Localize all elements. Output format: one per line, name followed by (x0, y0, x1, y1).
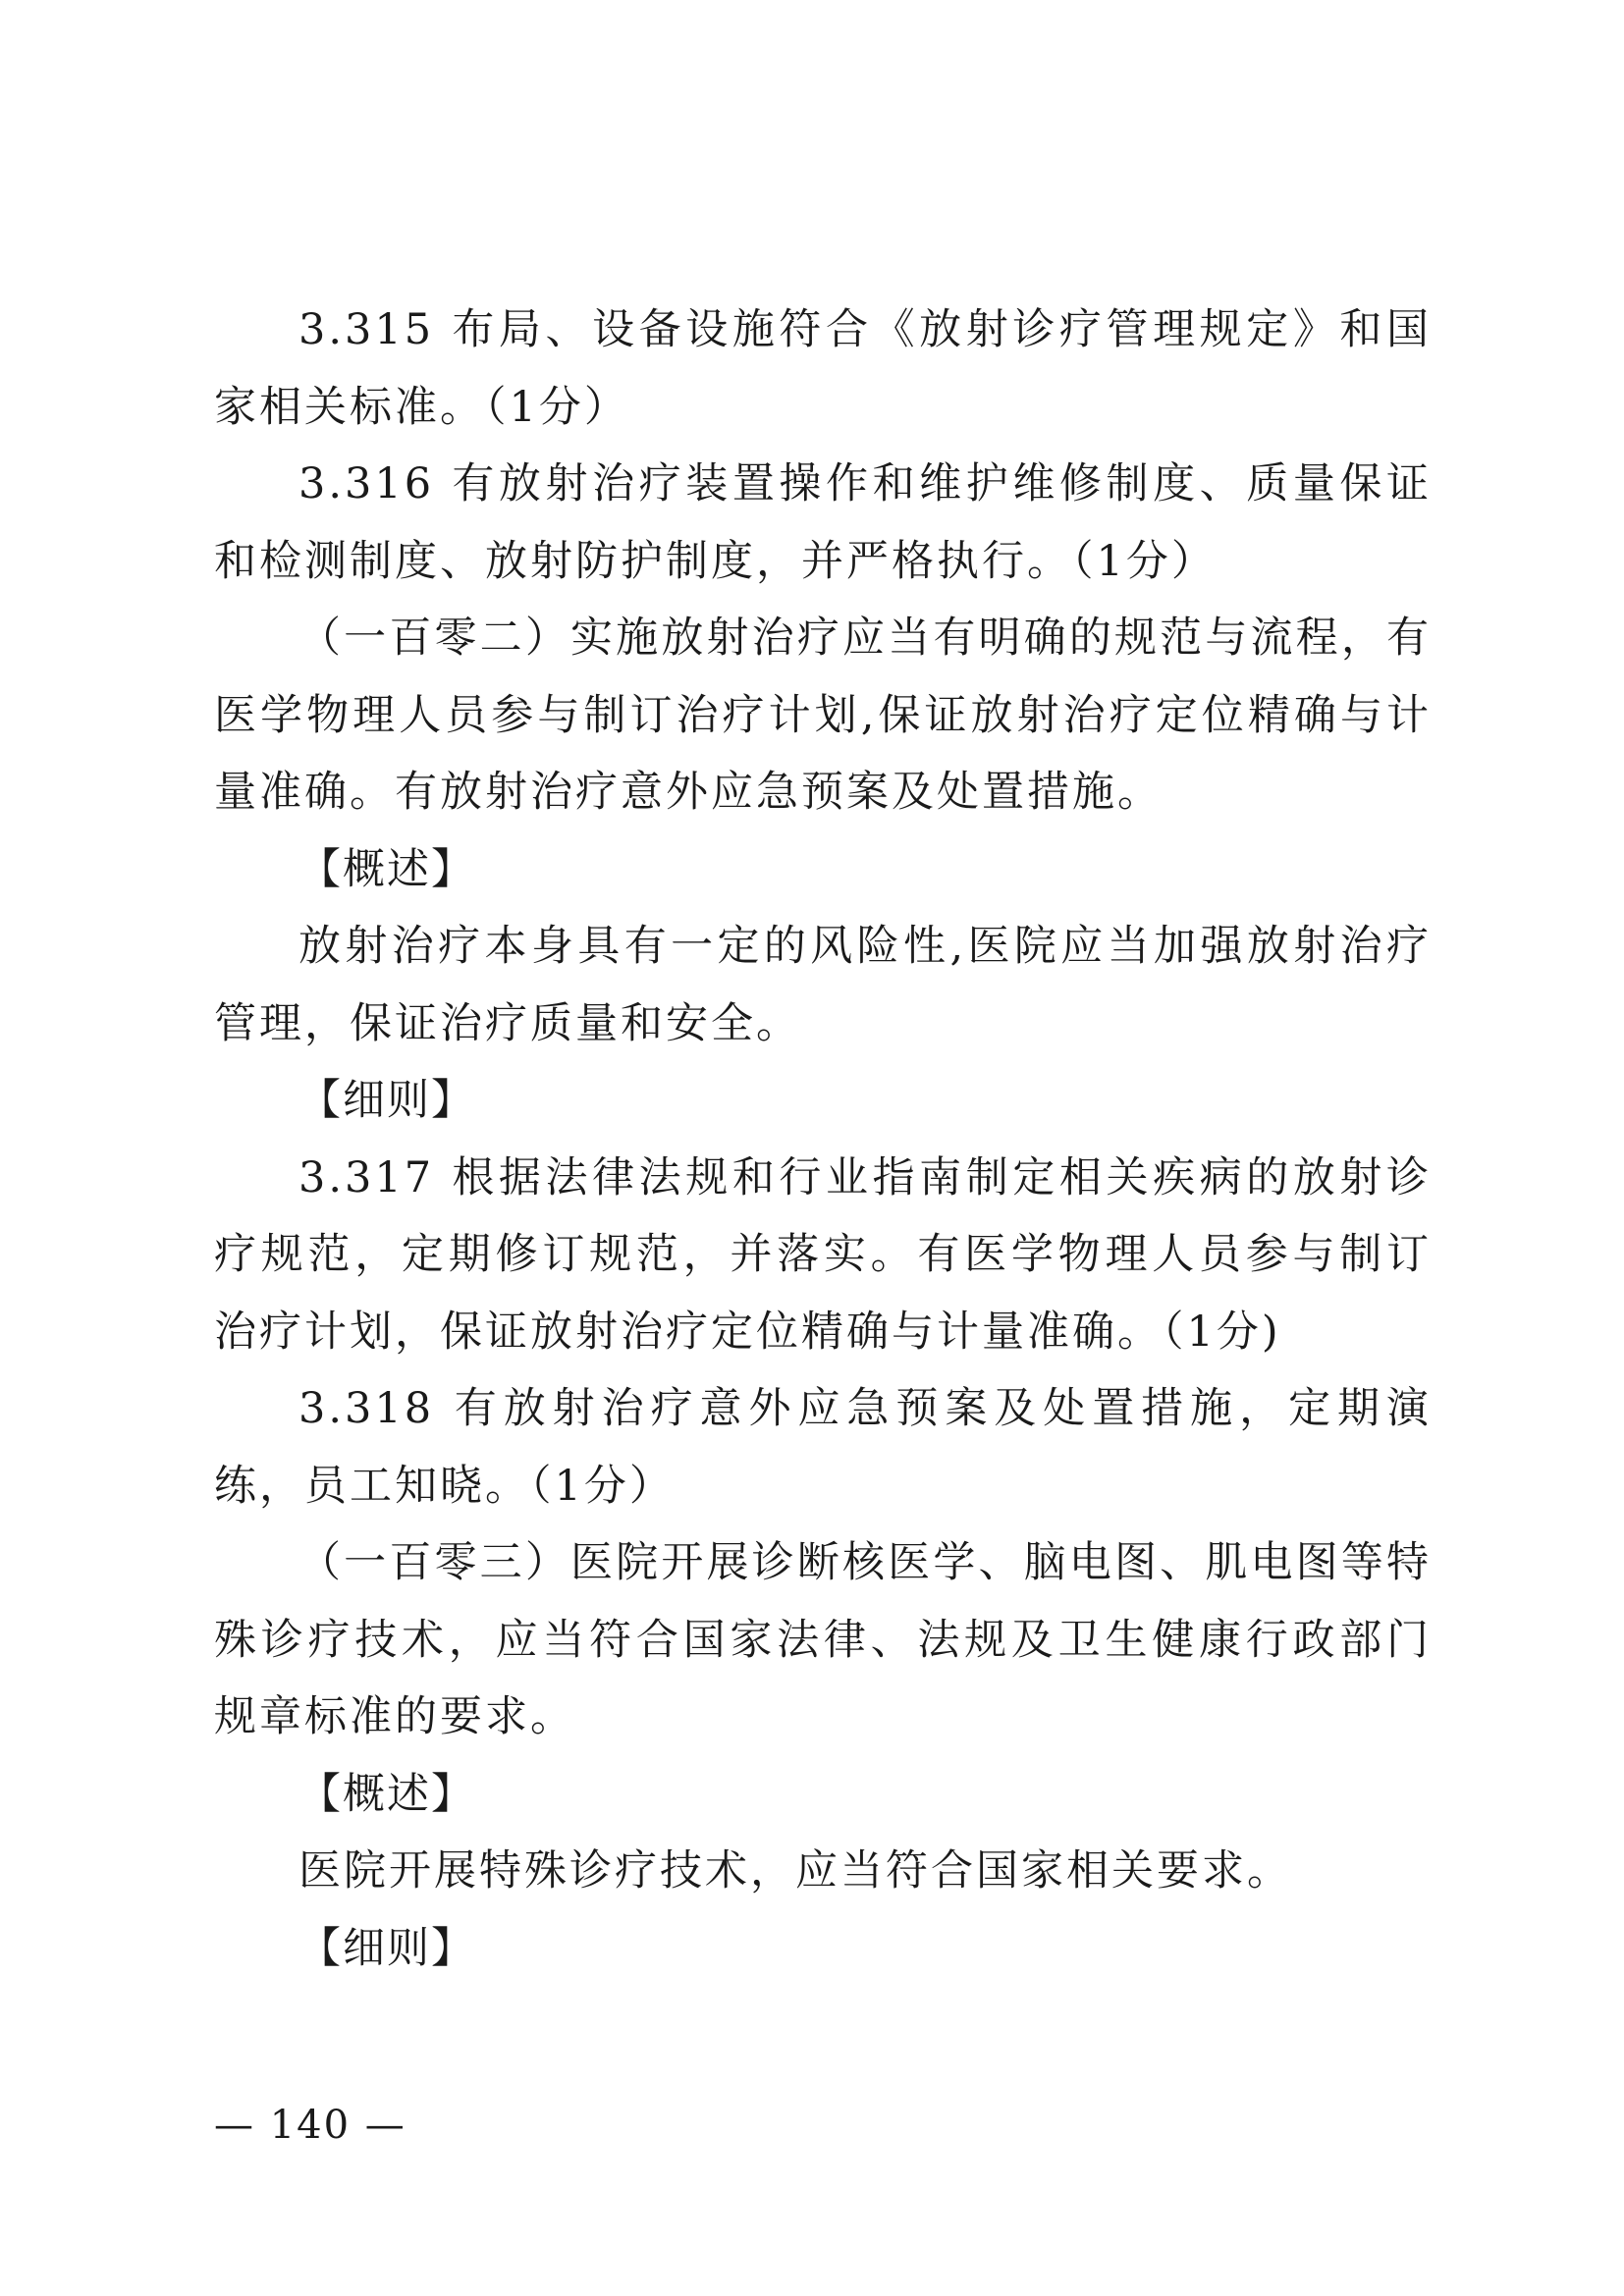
page-body (214, 292, 1432, 1987)
overview-heading: 【概述】 (298, 844, 475, 894)
clause-3-316: 3.316 有放射治疗装置操作和维护维修制度、质量保证和检测制度、放射防护制度，并严格执行。（1分） (214, 459, 1432, 586)
page-number: — 140 — (214, 2103, 406, 2148)
section-103: （一百零三）医院开展诊断核医学、脑电图、肌电图等特殊诊疗技术，应当符合国家法律、法规及卫生健康行政部门规章标准的要求。 (214, 1538, 1432, 1741)
section-102: （一百零二）实施放射治疗应当有明确的规范与流程，有医学物理人员参与制订治疗计划,保证放射治疗定位精确与计量准确。有放射治疗意外应急预案及处置措施。 (214, 614, 1432, 817)
details-heading-2: 【细则】 (298, 1923, 475, 1973)
clause-3-318: 3.318 有放射治疗意外应急预案及处置措施，定期演练，员工知晓。（1分） (214, 1384, 1432, 1511)
overview-text: 放射治疗本身具有一定的风险性,医院应当加强放射治疗管理，保证治疗质量和安全。 (214, 922, 1432, 1048)
clause-3-317: 3.317 根据法律法规和行业指南制定相关疾病的放射诊疗规范，定期修订规范，并落实。有医学物理人员参与制订治疗计划，保证放射治疗定位精确与计量准确。（1分) (214, 1152, 1432, 1357)
details-heading: 【细则】 (298, 1076, 475, 1125)
clause-3-315: 3.315 布局、设备设施符合《放射诊疗管理规定》和国家相关标准。（1分） (214, 305, 1432, 432)
overview-text-2: 医院开展特殊诊疗技术，应当符合国家相关要求。 (298, 1846, 1292, 1896)
overview-heading-2: 【概述】 (298, 1769, 475, 1819)
